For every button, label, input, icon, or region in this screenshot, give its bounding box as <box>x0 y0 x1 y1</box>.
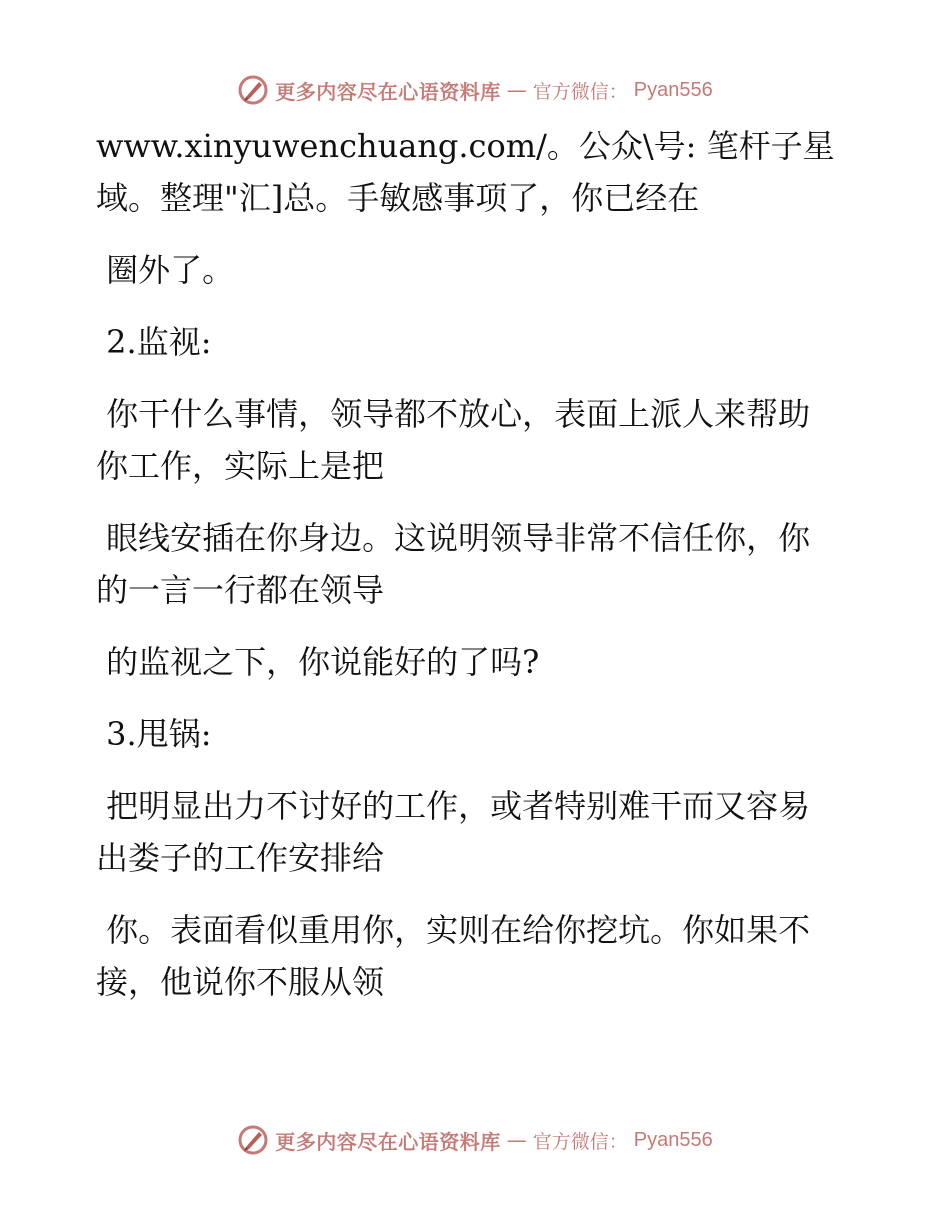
banner-separator: — <box>506 78 527 102</box>
footer-wechat-label: 官方微信： <box>532 1130 628 1153</box>
footer-banner-inner <box>237 1124 712 1156</box>
header-banner-inner <box>237 74 712 106</box>
body-line-9: 你。表面看似重用你，实则在给你挖坑。你如果不接，他说你不服从领 <box>96 911 811 1001</box>
body-line-2: 圈外了。 <box>96 251 235 289</box>
quill-logo-icon <box>237 1124 269 1156</box>
footer-site-text: 更多内容尽在心语资料库 <box>275 1129 501 1154</box>
banner-wechat-label: 官方微信： <box>532 80 628 103</box>
banner-site-text: 更多内容尽在心语资料库 <box>275 79 501 104</box>
body-line-1: www.xinyuwenchuang.com/。公众\号: 笔杆子星域。整理"汇]总。手敏感事项了，你已经在 <box>96 127 835 217</box>
footer-banner <box>0 1120 950 1160</box>
footer-separator: — <box>506 1128 527 1152</box>
body-line-6: 的监视之下，你说能好的了吗? <box>96 643 540 681</box>
body-line-5: 眼线安插在你身边。这说明领导非常不信任你，你的一言一行都在领导 <box>96 519 811 609</box>
quill-logo-icon <box>237 74 269 106</box>
footer-wechat-id: Pyan556 <box>633 1128 713 1151</box>
header-banner <box>0 70 950 110</box>
section-heading-3: 3.甩锅: <box>96 715 212 753</box>
document-body <box>96 120 836 1028</box>
body-line-4: 你干什么事情，领导都不放心，表面上派人来帮助你工作，实际上是把 <box>96 395 811 485</box>
body-line-8: 把明显出力不讨好的工作，或者特别难干而又容易出娄子的工作安排给 <box>96 787 811 877</box>
section-heading-2: 2.监视: <box>96 323 212 361</box>
banner-wechat-id: Pyan556 <box>633 78 713 101</box>
